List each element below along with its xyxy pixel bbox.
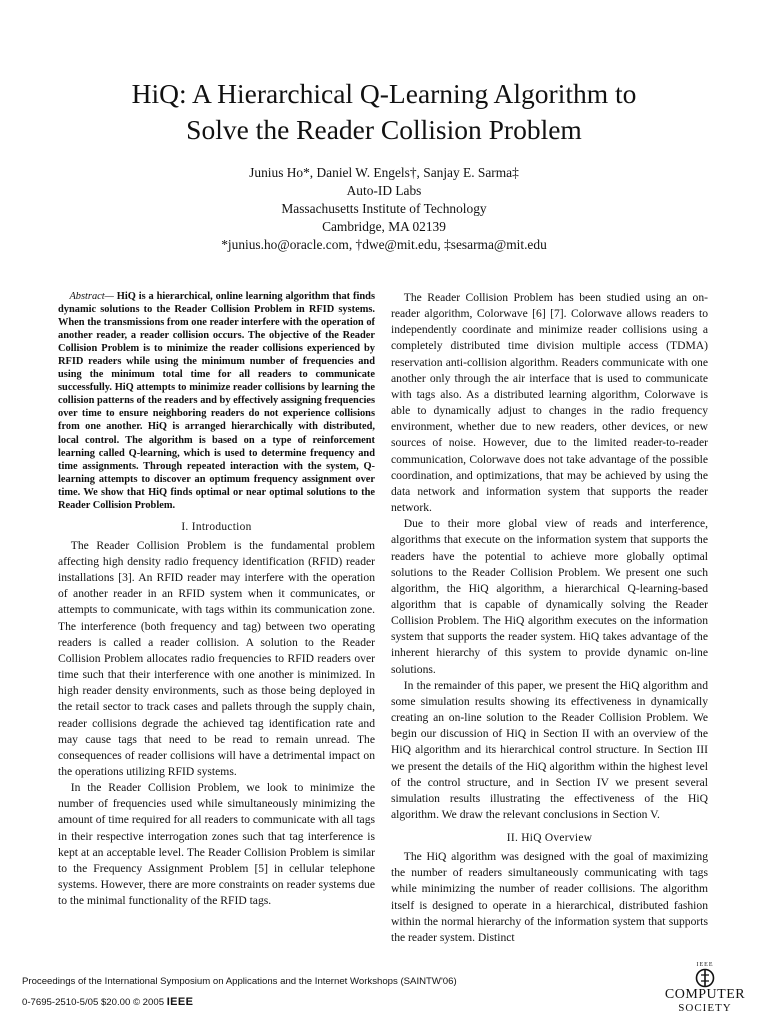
title-line-2: Solve the Reader Collision Problem (186, 114, 582, 145)
abstract-label: Abstract— (69, 291, 114, 302)
body-paragraph: In the remainder of this paper, we present the HiQ algorithm and some simulation results showing its effectiveness in dynamically creating an on-line solution to the Reader Collision Problem. We begin our discussion of HiQ in Section II with an overview of the HiQ algorithm and its hierarchical control structure. In Section III we present the details of the HiQ algorithm within the highest level of the control structure, and in Section IV we present several simulation results illustrating the effectiveness of the HiQ algorithm. We draw the relevant conclusions in Section V. (391, 678, 708, 821)
author-emails: *junius.ho@oracle.com, †dwe@mit.edu, ‡sesarma@mit.edu (221, 237, 547, 252)
logo-ieee-text: IEEE (696, 962, 714, 968)
affiliation-lab: Auto-ID Labs (346, 183, 422, 198)
body-paragraph: In the Reader Collision Problem, we look to minimize the number of frequencies used while simultaneously minimizing the amount of time required for all readers to communicate with all tags in their respective interrogation zones such that tag interference is kept at an acceptable level. The Reader Collision Problem is similar to the Frequency Assignment Problem [5] in cellular telephone systems. However, there are more constraints on reader systems due to the minimal functionality of the RFID tags. (58, 781, 375, 908)
page-footer (22, 972, 457, 1013)
proceedings-line: Proceedings of the International Symposium on Applications and the Internet Workshops (SAINTW'06) (22, 976, 457, 987)
isbn-line (22, 992, 457, 1013)
ieee-logo-text: IEEE (166, 996, 194, 1008)
author-block (0, 164, 768, 254)
author-names: Junius Ho*, Daniel W. Engels†, Sanjay E. Sarma‡ (249, 165, 519, 180)
section-heading-overview: II. HiQ Overview (506, 832, 593, 845)
affiliation-address: Cambridge, MA 02139 (322, 219, 446, 234)
isbn-text: 0-7695-2510-5/05 $20.00 © 2005 (22, 997, 167, 1008)
computer-society-emblem-icon (695, 968, 715, 988)
left-column (58, 290, 375, 909)
right-column (391, 290, 708, 946)
body-paragraph: The HiQ algorithm was designed with the goal of maximizing the number of readers simultaneously communicating with tags while minimizing the number of reader collisions. The algorithm itself is designed to operate in a hierarchical, distributed fashion within the normal hierarchy of the information system that supports the reader system. Distinct (391, 850, 708, 944)
computer-society-logo (655, 958, 755, 1018)
body-paragraph: Due to their more global view of reads and interference, algorithms that execute on the information system that supports the readers have the potential to achieve more globally optimal solutions to the Reader Collision Problem. We present one such algorithm, the HiQ algorithm, a hierarchical Q-learning-based algorithm that is capable of dynamically solving the Reader Collision Problem. The HiQ algorithm executes on the information system that supports the reader system. HiQ takes advantage of the inherent hierarchy of this system to provide dynamic on-line solutions. (391, 517, 708, 676)
logo-line-computer: COMPUTER (664, 987, 746, 1002)
title-line-1: HiQ: A Hierarchical Q-Learning Algorithm to (131, 78, 637, 109)
abstract (58, 290, 375, 512)
affiliation-institute: Massachusetts Institute of Technology (281, 201, 487, 216)
logo-line-society: SOCIETY (678, 1002, 732, 1014)
abstract-text: HiQ is a hierarchical, online learning algorithm that finds dynamic solutions to the Reader Collision Problem in RFID systems. When the transmissions from one reader interfere with the operation of another reader, a reader collision occurs. The objective of the Reader Collision Problem is to minimize the reader collisions experienced by RFID readers while using the minimum number of frequencies and using the minimum total time for all readers to communicate successfully. HiQ attempts to minimize reader collisions by learning the collision patterns of the readers and by effectively assigning frequencies over time to ensure neighboring readers do not experience collisions from one another. HiQ is arranged hierarchically with distributed, local control. The algorithm is based on a type of reinforcement learning called Q-learning, which is used to determine frequency and time assignments. Through repeated interaction with the system, Q-learning attempts to discover an optimum frequency assignment over time. We show that HiQ finds optimal or near optimal solutions to the Reader Collision Problem. (58, 291, 375, 511)
paper-title (0, 76, 768, 148)
body-paragraph: The Reader Collision Problem has been studied using an on-reader algorithm, Colorwave [6] [7]. Colorwave allows readers to independently coordinate and minimize reader collisions using a completely distributed time division multiple access (TDMA) reservation anti-collision algorithm. Readers communicate with one another only through the air interface that is used to communicate with tags also. As a distributed learning algorithm, Colorwave is able to dynamically adjust to changes in the radio frequency environment, whether due to new readers, other devices, or new sources of noise. However, due to the limited reader-to-reader communication, Colorwave does not take advantage of the possible coordination, and optimizations, that may be achieved by using the data network and information system that supports the reader network. (391, 291, 708, 515)
section-heading-introduction: I. Introduction (181, 520, 252, 533)
body-paragraph: The Reader Collision Problem is the fundamental problem affecting high density radio frequency identification (RFID) reader installations [3]. An RFID reader may interfere with the operation of another reader in an RFID system when it communicates, or attempts to communicate, with tags within its communication zone. The interference (both frequency and tag) between two operating readers is called a reader collision. A solution to the Reader Collision Problem allocates radio frequencies to RFID readers over time such that their interference with one another is minimized. In high reader density environments, such as those being deployed in the retail sector to track cases and pallets through the supply chain, reader collisions degrade the achieved tag identification rate and may cause tags that need to be read to remain unread. The consequences of reader collisions will have a detrimental impact on the operations utilizing RFID systems. (58, 538, 375, 778)
